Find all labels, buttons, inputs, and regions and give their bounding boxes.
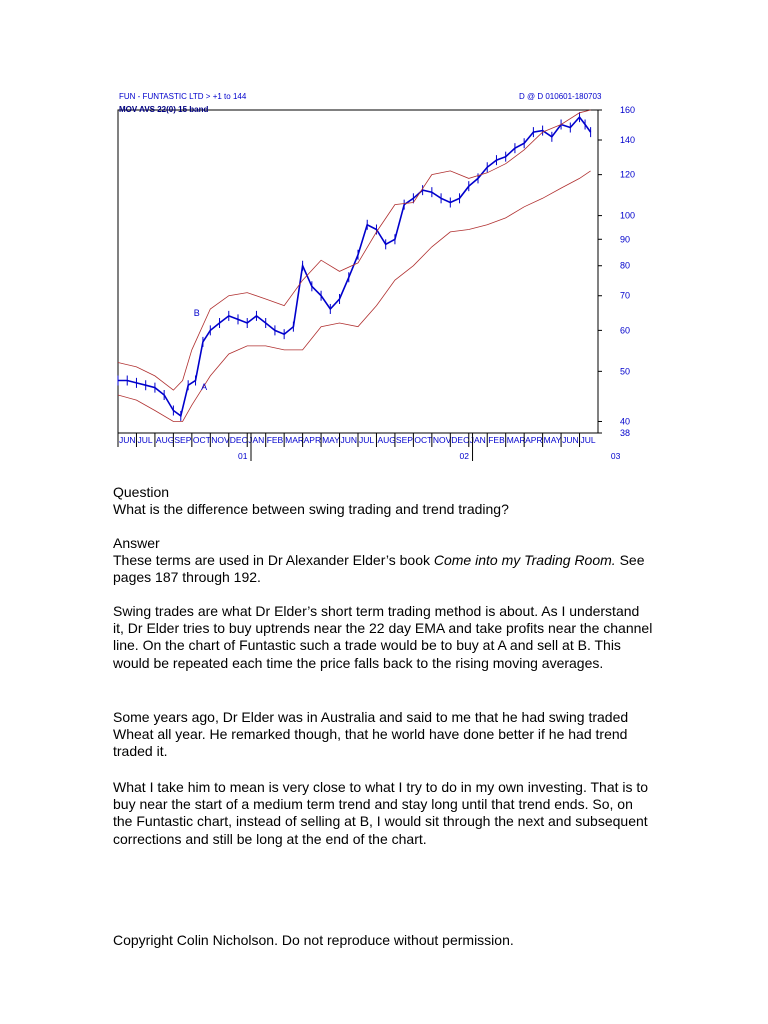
x-tick-label: SEP bbox=[395, 435, 413, 445]
y-tick-label: 50 bbox=[620, 366, 631, 377]
y-tick-label: 100 bbox=[620, 210, 636, 221]
answer-intro-pre: These terms are used in Dr Alexander Elder’s book bbox=[113, 552, 434, 569]
annotation-a: A bbox=[201, 382, 208, 393]
x-tick-label: JUN bbox=[562, 435, 579, 445]
chart-canvas bbox=[110, 88, 650, 466]
x-tick-label: JUL bbox=[137, 435, 153, 445]
x-tick-label: MAR bbox=[285, 435, 305, 445]
x-tick-label: MAY bbox=[322, 435, 340, 445]
x-tick-label: SEP bbox=[174, 435, 192, 445]
x-tick-label: APR bbox=[525, 435, 543, 445]
y-tick-label: 38 bbox=[620, 428, 631, 438]
x-tick-label: OCT bbox=[192, 435, 211, 445]
y-tick-label: 40 bbox=[620, 416, 631, 427]
x-tick-label: OCT bbox=[414, 435, 433, 445]
x-year-label: 03 bbox=[610, 451, 621, 461]
answer-intro bbox=[113, 552, 653, 586]
x-tick-label: MAR bbox=[506, 435, 526, 445]
paragraph-text: Some years ago, Dr Elder was in Australia and said to me that he had swing traded Wheat all year. He remarked though, that he world have done better if he had trend traded it. bbox=[113, 709, 629, 760]
paragraph-own-investing bbox=[113, 779, 653, 848]
x-tick-label: FEB bbox=[488, 435, 505, 445]
y-tick-label: 120 bbox=[620, 169, 636, 180]
copyright-notice bbox=[113, 932, 653, 949]
book-title: Come into my Trading Room. bbox=[433, 552, 616, 569]
x-year-label: 02 bbox=[459, 451, 470, 461]
x-tick-label: JUN bbox=[340, 435, 358, 445]
chart-indicator-label: MOV AVS 22(0) 15 band bbox=[119, 105, 209, 114]
x-year-label: 01 bbox=[238, 451, 248, 461]
x-tick-label: MAY bbox=[543, 435, 562, 445]
annotation-b: B bbox=[193, 307, 200, 318]
answer-intro-post: See pages 187 through 192. bbox=[113, 552, 645, 586]
question-heading: Question bbox=[113, 484, 170, 500]
x-tick-label: NOV bbox=[211, 435, 230, 445]
y-tick-label: 140 bbox=[620, 135, 636, 146]
chart-title: FUN - FUNTASTIC LTD > +1 to 144 bbox=[119, 92, 247, 101]
paragraph-wheat bbox=[113, 709, 653, 761]
copyright-text: Copyright Colin Nicholson. Do not reproduce without permission. bbox=[113, 932, 514, 948]
question-text: What is the difference between swing trading and trend trading? bbox=[113, 501, 509, 518]
y-tick-label: 160 bbox=[620, 105, 636, 115]
x-tick-label: AUG bbox=[155, 435, 175, 445]
band-series-line bbox=[118, 110, 591, 393]
y-tick-label: 90 bbox=[620, 234, 631, 245]
x-tick-label: JUN bbox=[119, 435, 136, 445]
price-series-line bbox=[118, 117, 591, 416]
x-tick-label: DEC bbox=[229, 435, 248, 445]
x-tick-label: JAN bbox=[469, 435, 486, 445]
y-tick-label: 70 bbox=[620, 290, 631, 301]
chart-period-label: D @ D 010601-180703 bbox=[519, 92, 602, 101]
x-tick-label: FEB bbox=[266, 435, 284, 445]
x-tick-label: APR bbox=[303, 435, 322, 445]
question-section bbox=[113, 484, 653, 518]
answer-heading: Answer bbox=[113, 535, 160, 551]
x-tick-label: JAN bbox=[248, 435, 265, 445]
y-tick-label: 60 bbox=[620, 325, 631, 336]
x-tick-label: AUG bbox=[377, 435, 396, 445]
paragraph-swing-trades bbox=[113, 603, 653, 672]
paragraph-text: Swing trades are what Dr Elder’s short term trading method is about. As I understand it, Dr Elder tries to buy uptrends near the 22 day EMA and take profits near the channel line. On the chart of Funtastic such a trade would be to buy at A and sell at B. This would be repeated each time the price falls back to the rising moving averages. bbox=[113, 603, 653, 671]
x-tick-label: NOV bbox=[432, 435, 452, 445]
x-tick-label: JUL bbox=[359, 435, 375, 445]
price-chart bbox=[110, 88, 650, 466]
x-tick-label: DEC bbox=[451, 435, 470, 445]
x-tick-label: JUL bbox=[580, 435, 596, 445]
paragraph-text: What I take him to mean is very close to what I try to do in my own investing. That is to buy near the start of a medium term trend and stay long until that trend ends. So, on the Funtastic chart, instead of selling at B, I would sit through the next and subsequent corrections and still be long at the end of the chart. bbox=[113, 779, 649, 847]
answer-section bbox=[113, 535, 653, 587]
y-tick-label: 80 bbox=[620, 260, 631, 271]
